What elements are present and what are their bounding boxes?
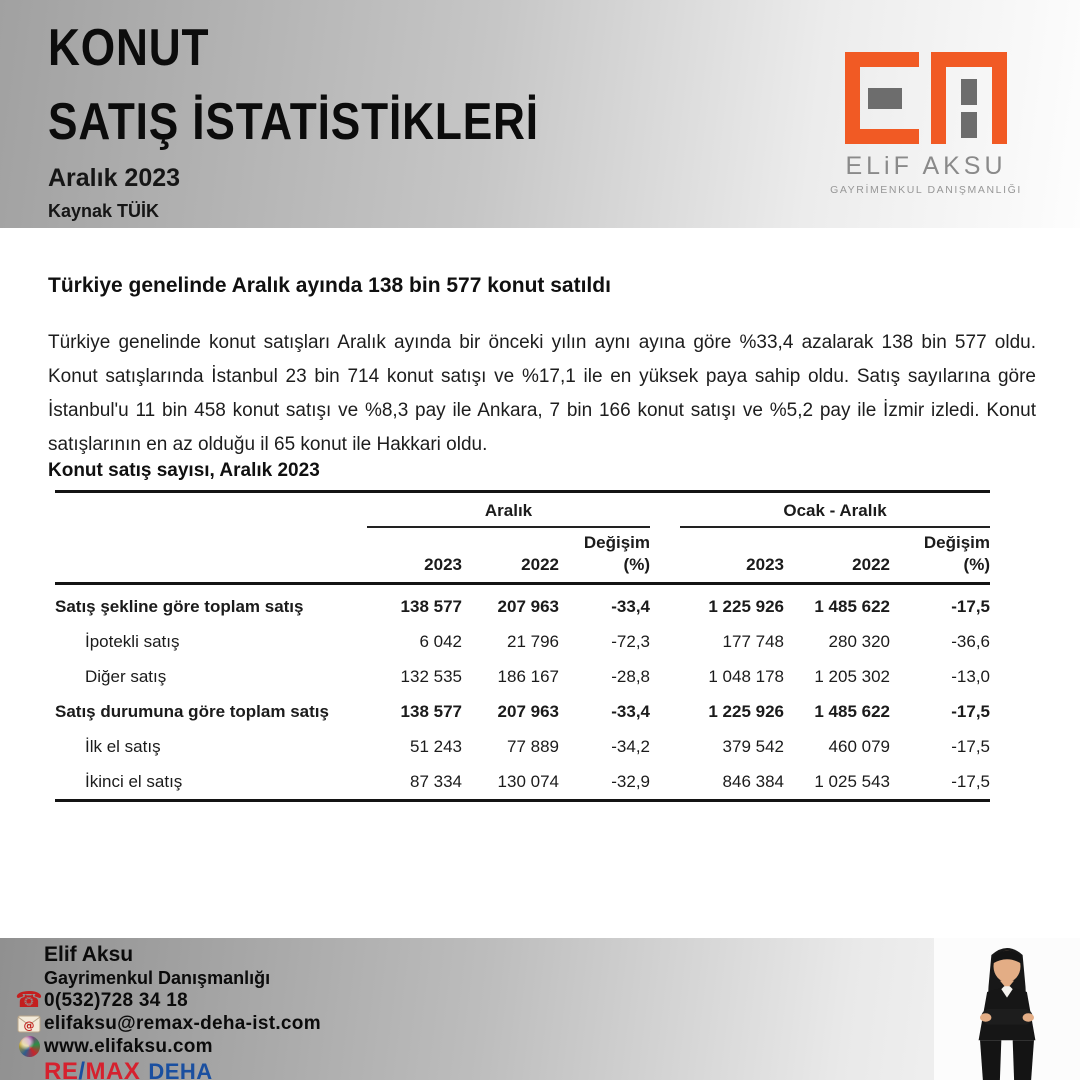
data-source-label: Kaynak TÜİK (48, 201, 160, 221)
page-title-line1: KONUT (48, 19, 210, 77)
footer-band (0, 938, 1080, 1080)
elif-aksu-logo (826, 52, 1026, 196)
agent-photo-illustration (934, 938, 1080, 1080)
logo-monogram-icon (826, 52, 1026, 144)
globe-icon (14, 1036, 44, 1057)
column-group-aralik: Aralık (367, 492, 650, 528)
phone-row (14, 989, 321, 1012)
phone-icon: ☎ (15, 987, 43, 1013)
column-group-ocak-aralik: Ocak - Aralık (680, 492, 990, 528)
website-url: www.elifaksu.com (44, 1036, 213, 1057)
table-row: Satış şekline göre toplam satış 138 577 207 963 -33,4 1 225 926 1 485 622 -17,5 (55, 597, 990, 616)
logo-brand-name: ELiF AKSU (845, 152, 1007, 180)
header-band (0, 0, 1080, 228)
logo-letter-a-icon (931, 52, 1007, 144)
logo-tagline: GAYRİMENKUL DANIŞMANLIĞI (830, 184, 1022, 196)
svg-text:@: @ (23, 1018, 35, 1032)
agent-photo (934, 938, 1080, 1080)
year-2023-aralik: 2023 (367, 553, 462, 584)
table-row: İkinci el satış 87 334 130 074 -32,9 846 384 1 025 543 -17,5 (85, 772, 990, 791)
email-address: elifaksu@remax-deha-ist.com (44, 1013, 321, 1034)
contact-block (14, 943, 321, 1080)
remax-re: RE (44, 1058, 79, 1080)
page-title-line2: SATIŞ İSTATİSTİKLERİ (48, 93, 539, 151)
remax-deha: DEHA (148, 1059, 213, 1080)
change-unit-aralik: (%) (559, 553, 650, 584)
table-row: İlk el satış 51 243 77 889 -34,2 379 542 460 079 -17,5 (85, 737, 990, 756)
email-row (14, 1012, 321, 1035)
period-subtitle: Aralık 2023 (48, 164, 181, 192)
agent-name: Elif Aksu (44, 943, 134, 966)
email-icon (14, 1015, 44, 1033)
table-caption: Konut satış sayısı, Aralık 2023 (48, 460, 320, 481)
phone-number: 0(532)728 34 18 (44, 990, 188, 1011)
table-year-header-row (55, 553, 990, 584)
change-label-ocak-aralik: Değişim (923, 533, 990, 552)
article-headline: Türkiye genelinde Aralık ayında 138 bin 577 konut satıldı (48, 274, 611, 297)
article-body: Türkiye genelinde konut satışları Aralık ayında bir önceki yılın aynı ayına göre %33,4 azalarak 138 bin 577 oldu. Konut satışlarında İstanbul 23 bin 714 konut satışı ve %17,1 ile en yüksek paya sahip oldu. Satış sayılarına göre İstanbul'u 11 bin 458 konut satışı ve %8,3 pay ile Ankara, 7 bin 166 konut satışı ve %5,2 pay ile İzmir izledi. Konut satışlarının en az olduğu il 65 konut ile Hakkari oldu. (48, 332, 1036, 455)
year-2022-aralik: 2022 (462, 553, 559, 584)
remax-slash: / (78, 1058, 86, 1080)
table-row: Satış durumuna göre toplam satış 138 577 207 963 -33,4 1 225 926 1 485 622 -17,5 (55, 702, 990, 721)
table-group-header-row (55, 492, 990, 528)
table-row: Diğer satış 132 535 186 167 -28,8 1 048 178 1 205 302 -13,0 (85, 667, 990, 686)
website-row (14, 1035, 321, 1058)
remax-max: MAX (85, 1058, 141, 1080)
change-unit-ocak: (%) (890, 553, 990, 584)
table-change-label-row (55, 527, 990, 553)
year-2022-ocak: 2022 (784, 553, 890, 584)
year-2023-ocak: 2023 (680, 553, 784, 584)
housing-sales-table (55, 490, 990, 802)
agent-title: Gayrimenkul Danışmanlığı (44, 968, 271, 988)
logo-letter-e-icon (845, 52, 919, 144)
change-label-aralik: Değişim (583, 533, 650, 552)
table-row: İpotekli satış 6 042 21 796 -72,3 177 748 280 320 -36,6 (85, 632, 990, 651)
remax-deha-logo (44, 1058, 321, 1080)
